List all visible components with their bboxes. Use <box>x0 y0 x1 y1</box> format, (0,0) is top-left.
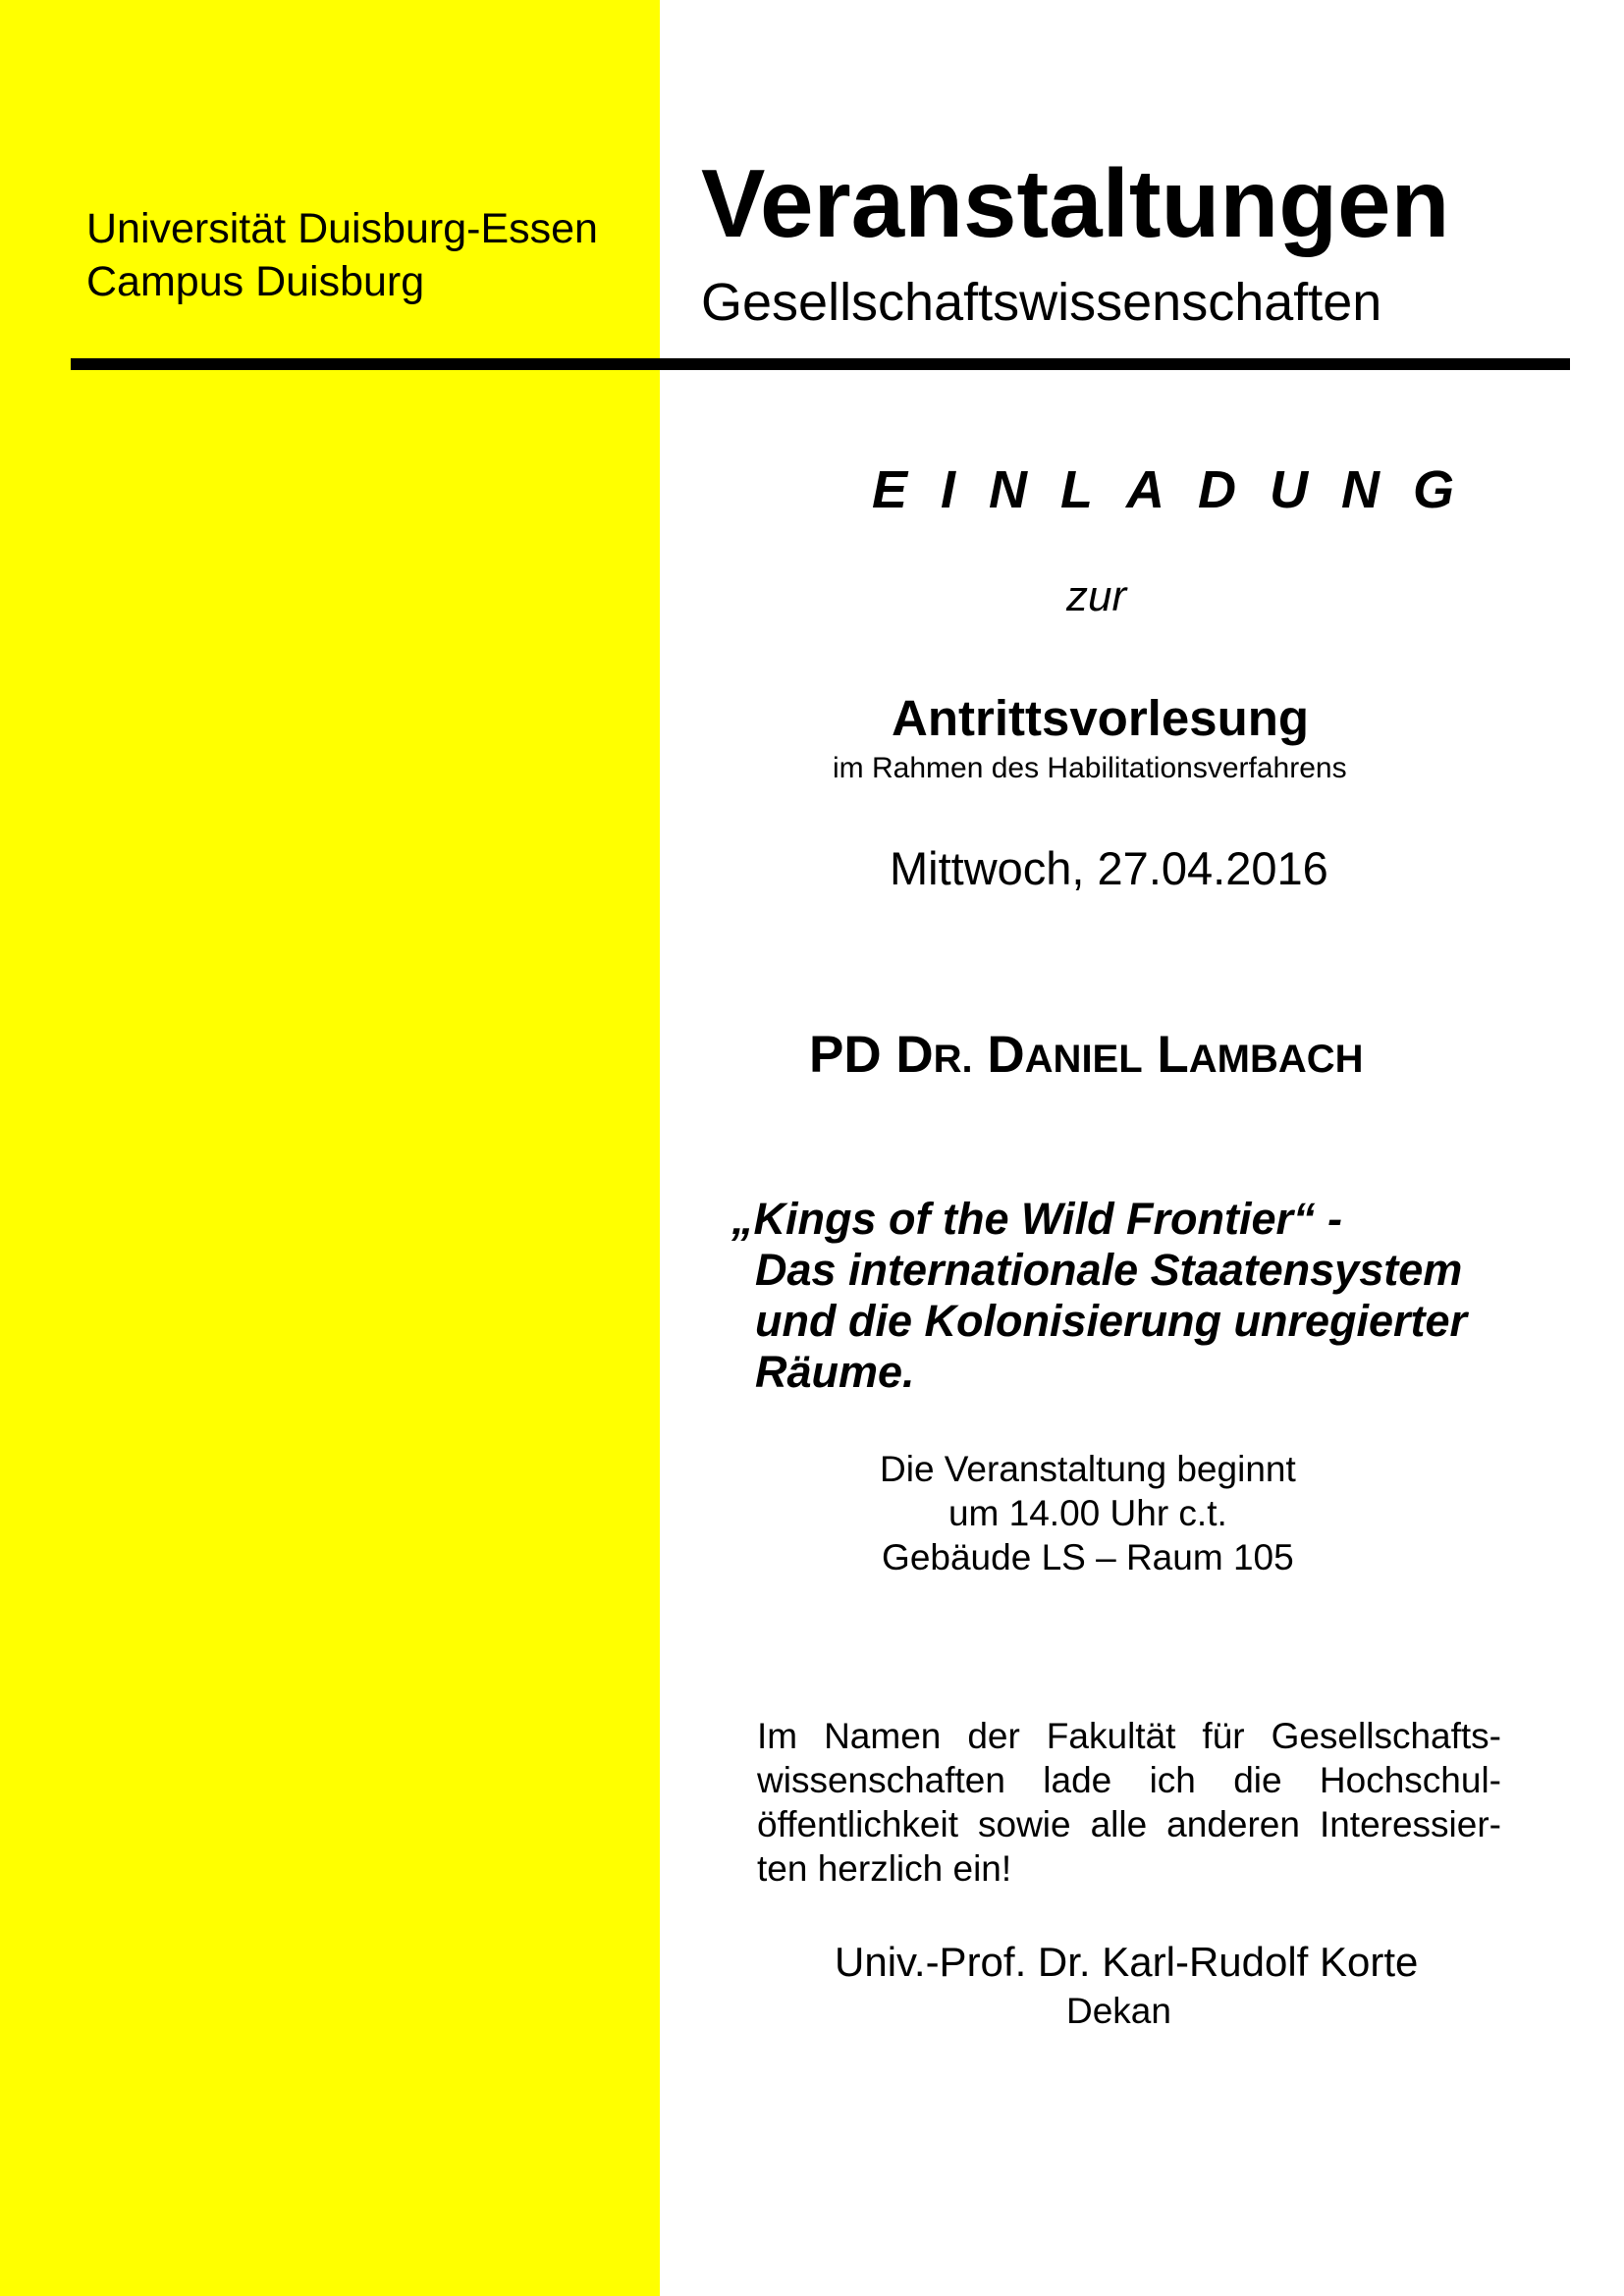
details-location: Gebäude LS – Raum 105 <box>882 1537 1294 1577</box>
event-type: Antrittsvorlesung <box>892 690 1310 746</box>
talk-title-line: „Kings of the Wild Frontier“ - <box>731 1194 1343 1244</box>
speaker-name <box>809 1024 1364 1091</box>
university-line-1: Universität Duisburg-Essen <box>86 205 598 252</box>
speaker-first-rest: ANIEL <box>1024 1038 1143 1081</box>
talk-title-line: Das internationale Staatensystem <box>755 1245 1463 1295</box>
invitation-connector: zur <box>1066 572 1127 620</box>
speaker-first-initial: D <box>987 1026 1025 1084</box>
header-subtitle: Gesellschaftswissenschaften <box>701 273 1382 332</box>
speaker-last-initial: L <box>1157 1026 1189 1084</box>
details-start: Die Veranstaltung beginnt <box>880 1449 1296 1489</box>
speaker-title-rest: R. <box>933 1038 973 1081</box>
speaker-last-rest: AMBACH <box>1188 1038 1364 1081</box>
event-details <box>880 1447 1296 1579</box>
university-line-2: Campus Duisburg <box>86 258 425 305</box>
event-date: Mittwoch, 27.04.2016 <box>890 842 1328 894</box>
speaker-prefix: PD <box>809 1026 882 1084</box>
invitation-heading: EINLADUNG <box>872 460 1488 519</box>
event-context: im Rahmen des Habilitationsverfahrens <box>833 752 1347 784</box>
header-title: Veranstaltungen <box>701 149 1450 257</box>
university-name <box>86 202 598 308</box>
talk-title-line: und die Kolonisierung unregierter <box>755 1296 1468 1346</box>
talk-title-line: Räume. <box>755 1347 915 1397</box>
speaker-title-initial: D <box>895 1026 934 1084</box>
signature-role: Dekan <box>1066 1991 1171 2031</box>
header-divider <box>71 358 1570 370</box>
yellow-side-band <box>0 0 660 2296</box>
signature-name: Univ.-Prof. Dr. Karl-Rudolf Korte <box>835 1939 1419 1985</box>
talk-title <box>731 1194 1467 1398</box>
invitation-paragraph: Im Namen der Fakultät für Gesellschafts-wissenschaften lade ich die Hochschul-öffentlichkeit sowie alle anderen Interessier-ten herzlich ein! <box>757 1716 1501 1889</box>
details-time: um 14.00 Uhr c.t. <box>947 1493 1227 1533</box>
